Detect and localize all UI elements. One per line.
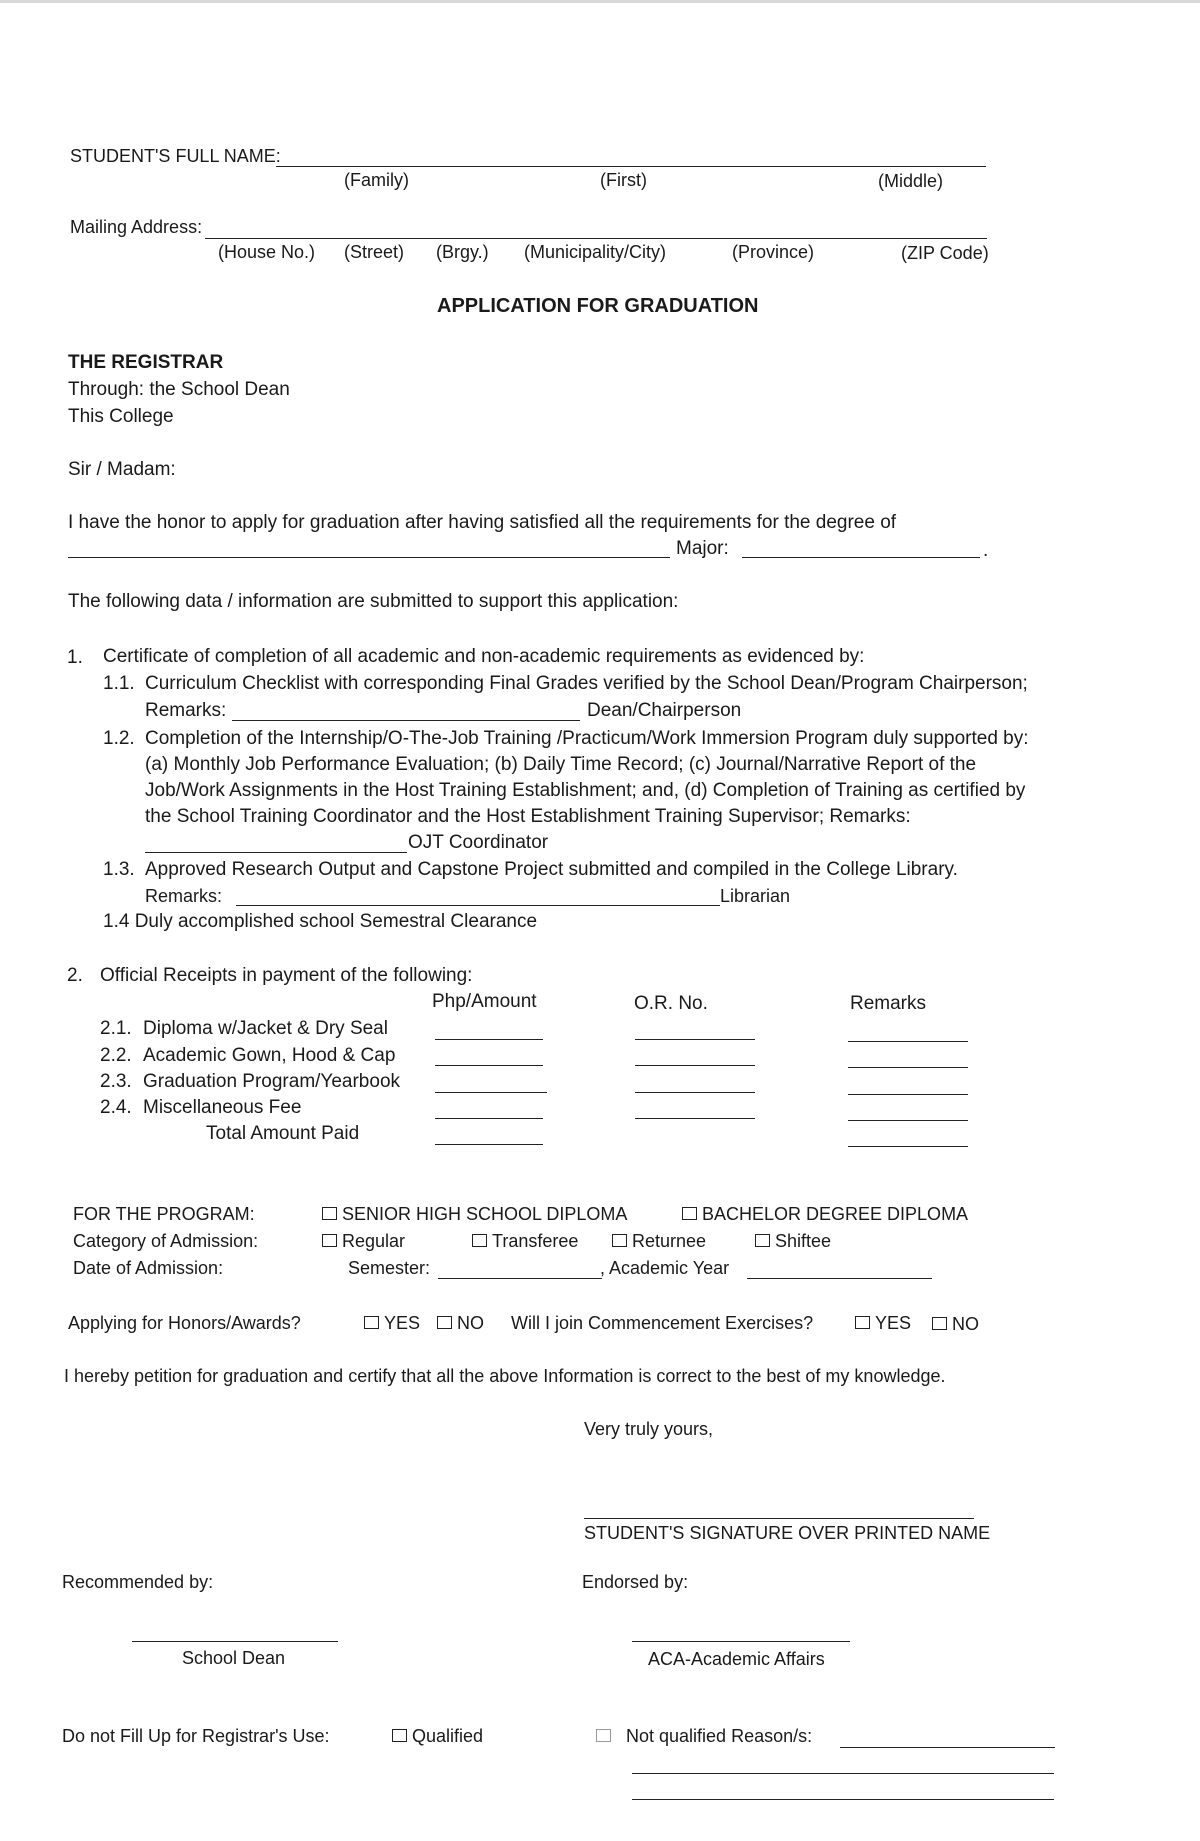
item-1-3-signatory: Librarian [720,886,791,906]
addr-part-brgy: (Brgy.) [436,242,489,262]
item-1-1-text: Curriculum Checklist with corresponding Final Grades verified by the School Dean/Program Chairperson; [145,673,1028,694]
item-1-2-line4: the School Training Coordinator and the Host Establishment Training Supervisor; Remarks: [145,806,911,827]
item-1-2-line3: Job/Work Assignments in the Host Training Establishment; and, (d) Completion of Training as certified by [145,780,1026,801]
dean-signature-field[interactable] [132,1641,338,1642]
dean-caption: School Dean [182,1648,286,1668]
checkbox-icon[interactable] [364,1316,379,1329]
item-1-3-number: 1.3. [103,859,135,880]
addr-part-province: (Province) [732,242,815,262]
section1-number: 1. [67,647,83,668]
addr-part-zip: (ZIP Code) [901,243,989,263]
recommended-by-label: Recommended by: [62,1572,214,1592]
fee-row-number: 2.3. [100,1071,132,1092]
item-1-2-number: 1.2. [103,728,135,749]
item-1-3-remarks-field[interactable] [236,905,720,906]
fee-row-number: 2.1. [100,1018,132,1039]
closing-line: Very truly yours, [584,1419,714,1439]
reason-field-line2[interactable] [632,1773,1054,1774]
remarks-field[interactable] [848,1067,968,1068]
item-1-1-number: 1.1. [103,673,135,694]
or-no-field[interactable] [635,1039,755,1040]
item-1-1-signatory: Dean/Chairperson [587,700,742,721]
mailing-address-field[interactable] [205,238,987,239]
endorsed-by-label: Endorsed by: [582,1572,689,1592]
item-1-4-text: 1.4 Duly accomplished school Semestral Clearance [103,911,538,932]
amount-field[interactable] [435,1065,543,1066]
addr-part-street: (Street) [344,242,405,262]
degree-period: . [983,540,989,561]
fee-row-number: 2.4. [100,1097,132,1118]
honors-yes[interactable]: YES [364,1313,420,1335]
remarks-field[interactable] [848,1120,968,1121]
amount-field[interactable] [435,1092,547,1093]
option-shiftee[interactable]: Shiftee [755,1231,831,1253]
addr-part-city: (Municipality/City) [524,242,667,262]
student-name-field[interactable] [276,166,986,167]
page-title: APPLICATION FOR GRADUATION [437,295,759,317]
or-no-field[interactable] [635,1118,755,1119]
addressee-college: This College [68,406,174,427]
total-amount-field[interactable] [435,1144,543,1145]
degree-field[interactable] [68,557,670,558]
total-amount-label: Total Amount Paid [206,1123,360,1144]
signature-caption: STUDENT'S SIGNATURE OVER PRINTED NAME [584,1523,991,1543]
petition-statement: I hereby petition for graduation and certify that all the above Information is correct to the best of my knowledge. [64,1366,946,1386]
or-no-field[interactable] [635,1092,755,1093]
aca-caption: ACA-Academic Affairs [648,1649,825,1669]
item-1-2-remarks-field[interactable] [145,852,407,853]
item-1-3-text: Approved Research Output and Capstone Project submitted and compiled in the College Library. [145,859,958,880]
registrar-use-label: Do not Fill Up for Registrar's Use: [62,1726,330,1746]
section2-number: 2. [67,965,83,986]
intro-paragraph: I have the honor to apply for graduation after having satisfied all the requirements for the degree of [68,512,897,533]
option-returnee[interactable]: Returnee [612,1231,706,1253]
student-signature-field[interactable] [584,1518,974,1519]
item-1-1-remarks-field[interactable] [232,720,580,721]
major-field[interactable] [742,557,980,558]
addressee-registrar: THE REGISTRAR [68,352,224,373]
col-header-remarks: Remarks [850,993,927,1014]
item-1-3-remarks-label: Remarks: [145,886,223,906]
option-bachelor-diploma[interactable]: BACHELOR DEGREE DIPLOMA [682,1204,968,1226]
honors-label: Applying for Honors/Awards? [68,1313,301,1333]
checkbox-icon[interactable] [682,1207,697,1220]
checkbox-icon[interactable] [932,1317,947,1330]
commencement-label: Will I join Commencement Exercises? [511,1313,814,1333]
fee-row-label: Graduation Program/Yearbook [143,1071,401,1092]
option-regular[interactable]: Regular [322,1231,405,1253]
checkbox-icon[interactable] [472,1234,487,1247]
item-1-2-signatory: OJT Coordinator [408,832,549,853]
category-label: Category of Admission: [73,1231,259,1251]
option-qualified[interactable]: Qualified [392,1726,483,1748]
total-remarks-field[interactable] [848,1146,968,1147]
name-part-middle: (Middle) [878,171,944,191]
checkbox-icon[interactable] [596,1729,611,1742]
or-no-field[interactable] [635,1065,755,1066]
academic-year-field[interactable] [747,1278,932,1279]
option-not-qualified[interactable]: Not qualified Reason/s: [596,1726,812,1748]
support-statement: The following data / information are submitted to support this application: [68,591,679,612]
addr-part-house: (House No.) [218,242,316,262]
checkbox-icon[interactable] [437,1316,452,1329]
amount-field[interactable] [435,1039,543,1040]
item-1-1-remarks-label: Remarks: [145,700,227,721]
checkbox-icon[interactable] [322,1207,337,1220]
commencement-yes[interactable]: YES [855,1313,911,1335]
fee-row-label: Miscellaneous Fee [143,1097,302,1118]
item-1-2-line2: (a) Monthly Job Performance Evaluation; (b) Daily Time Record; (c) Journal/Narrative Report of the [145,754,977,775]
col-header-or-no: O.R. No. [634,993,708,1014]
fee-row-label: Academic Gown, Hood & Cap [143,1045,396,1066]
amount-field[interactable] [435,1118,543,1119]
date-admission-label: Date of Admission: [73,1258,224,1278]
checkbox-icon[interactable] [855,1316,870,1329]
honors-no[interactable]: NO [437,1313,484,1335]
checkbox-icon[interactable] [322,1234,337,1247]
semester-field[interactable] [438,1278,602,1279]
checkbox-icon[interactable] [612,1234,627,1247]
section2-heading: Official Receipts in payment of the following: [100,965,473,986]
academic-year-label: , Academic Year [600,1258,730,1278]
program-label: FOR THE PROGRAM: [73,1204,255,1224]
fee-row-number: 2.2. [100,1045,132,1066]
fee-row-label: Diploma w/Jacket & Dry Seal [143,1018,388,1039]
remarks-field[interactable] [848,1094,968,1095]
reason-field-line3[interactable] [632,1799,1054,1800]
salutation: Sir / Madam: [68,459,176,480]
addressee-through: Through: the School Dean [68,379,290,400]
aca-signature-field[interactable] [632,1641,850,1642]
scan-top-edge [0,0,1200,3]
mailing-address-label: Mailing Address: [70,217,203,237]
semester-label: Semester: [348,1258,431,1278]
option-shs-diploma[interactable]: SENIOR HIGH SCHOOL DIPLOMA [322,1204,627,1226]
option-transferee[interactable]: Transferee [472,1231,578,1253]
col-header-amount: Php/Amount [432,991,537,1012]
reason-field[interactable] [840,1747,1055,1748]
major-label: Major: [676,538,729,559]
section1-heading: Certificate of completion of all academic and non-academic requirements as evidenced by: [103,646,865,667]
remarks-field[interactable] [848,1041,968,1042]
name-part-first: (First) [600,170,647,190]
name-part-family: (Family) [344,170,409,190]
student-name-label: STUDENT'S FULL NAME: [70,146,281,166]
commencement-no[interactable]: NO [932,1314,979,1336]
item-1-2-line1: Completion of the Internship/O-The-Job Training /Practicum/Work Immersion Program duly supported by: [145,728,1029,749]
checkbox-icon[interactable] [755,1234,770,1247]
checkbox-icon[interactable] [392,1729,407,1742]
